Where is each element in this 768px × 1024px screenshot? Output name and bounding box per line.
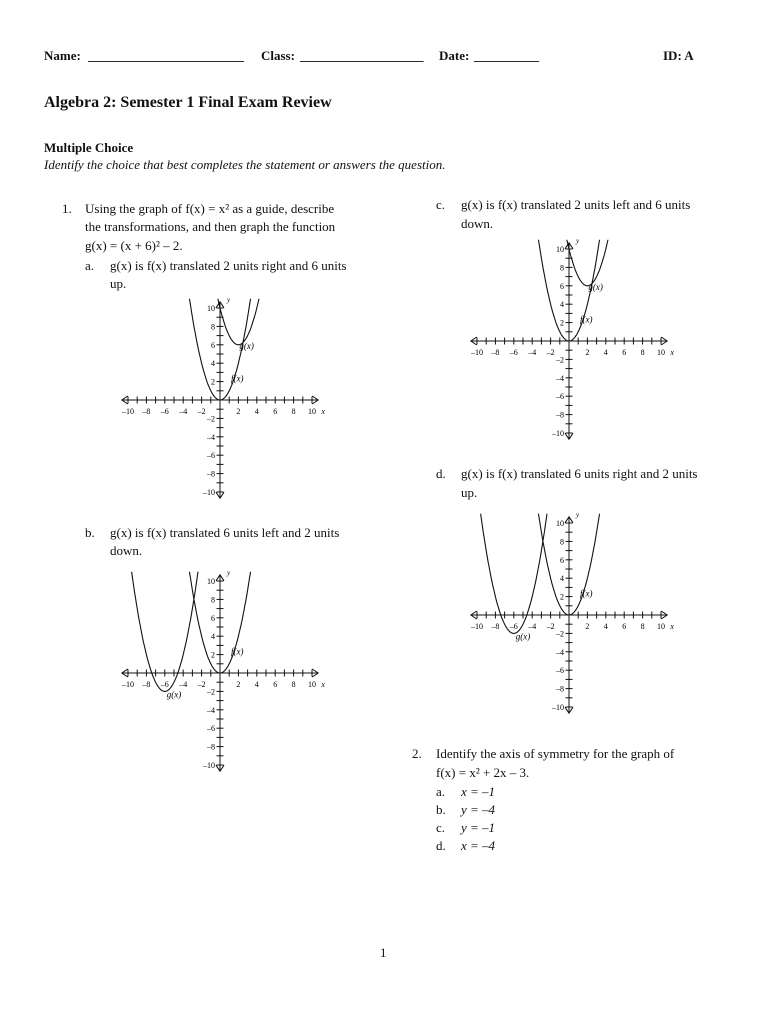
series-label: f(x)	[231, 373, 244, 384]
x-tick-label: 6	[622, 622, 627, 631]
q2-choice-c-text: y = –1	[461, 820, 496, 835]
x-tick-label: –10	[122, 680, 134, 689]
y-tick-label: –10	[203, 761, 215, 770]
x-tick-label: –6	[160, 407, 169, 416]
x-tick-label: 6	[273, 680, 278, 689]
choice-d-letter: d.	[436, 466, 446, 481]
y-tick-label: 8	[211, 595, 215, 605]
y-tick-label: –8	[556, 410, 564, 420]
y-tick-label: y	[576, 510, 580, 519]
choice-b-text: down.	[110, 543, 143, 558]
y-tick-label: 4	[211, 359, 215, 369]
question-2-number: 2.	[412, 746, 422, 761]
x-tick-label: 8	[291, 680, 296, 689]
id-label: ID: A	[663, 48, 694, 63]
x-tick-label: –6	[509, 348, 518, 357]
y-tick-label: 8	[560, 263, 564, 273]
section-instructions: Identify the choice that best completes the statement or answers the question.	[44, 157, 446, 172]
y-tick-label: –8	[207, 469, 215, 479]
series-label: g(x)	[515, 631, 531, 642]
x-tick-label: 2	[585, 622, 590, 631]
x-tick-label: –6	[160, 680, 169, 689]
y-tick-label: –2	[207, 687, 215, 697]
date-blank: __________	[474, 48, 539, 63]
series-label: f(x)	[580, 314, 593, 325]
y-tick-label: –6	[207, 724, 215, 734]
y-tick-label: 6	[211, 340, 215, 350]
question-1-stem-line: Using the graph of f(x) = x² as a guide, describe	[85, 201, 335, 216]
y-tick-label: –2	[207, 414, 215, 424]
choice-a-graph	[103, 288, 343, 514]
x-tick-label: –2	[197, 680, 206, 689]
y-tick-label: –2	[556, 629, 564, 639]
x-tick-label: –8	[142, 407, 151, 416]
page-number: 1	[380, 945, 387, 960]
choice-b-letter: b.	[85, 525, 95, 540]
y-tick-label: 4	[560, 574, 564, 584]
y-tick-label: –6	[556, 392, 564, 402]
x-tick-label: –8	[142, 680, 151, 689]
x-tick-label: x	[670, 348, 674, 357]
y-tick-label: 2	[560, 592, 564, 602]
choice-b-text: g(x) is f(x) translated 6 units left and 2 units	[110, 525, 340, 540]
x-tick-label: 8	[291, 407, 296, 416]
series-label: g(x)	[239, 340, 254, 351]
y-tick-label: 2	[211, 650, 215, 660]
x-tick-label: 6	[273, 407, 278, 416]
x-tick-label: 8	[640, 622, 645, 631]
question-2-stem-line: f(x) = x² + 2x – 3.	[436, 765, 530, 780]
x-tick-label: 4	[254, 407, 259, 416]
y-tick-label: 6	[560, 281, 564, 291]
series-label: f(x)	[580, 588, 593, 599]
x-tick-label: 6	[622, 348, 627, 357]
q2-choice-a-letter: a.	[436, 784, 446, 799]
y-tick-label: –8	[556, 684, 564, 694]
y-tick-label: 10	[207, 304, 215, 313]
question-1-stem-line: g(x) = (x + 6)² – 2.	[85, 238, 183, 253]
x-tick-label: 10	[657, 348, 665, 357]
choice-c-text: down.	[461, 216, 494, 231]
y-tick-label: –10	[552, 703, 564, 712]
x-tick-label: x	[321, 680, 325, 689]
x-tick-label: 10	[657, 622, 665, 631]
x-tick-label: 4	[603, 622, 608, 631]
y-tick-label: 8	[560, 537, 564, 547]
q2-choice-b-text: y = –4	[461, 802, 496, 817]
series-label: f(x)	[231, 646, 244, 657]
x-tick-label: 10	[308, 680, 316, 689]
y-tick-label: –4	[207, 705, 215, 715]
y-tick-label: 10	[207, 577, 215, 586]
series-label: g(x)	[166, 689, 182, 700]
y-tick-label: –4	[556, 373, 564, 383]
x-tick-label: –10	[471, 348, 483, 357]
q2-choice-b-letter: b.	[436, 802, 446, 817]
x-tick-label: 2	[236, 407, 241, 416]
y-tick-label: –10	[203, 488, 215, 497]
choice-a-text: g(x) is f(x) translated 2 units right and 6 units	[110, 258, 347, 273]
x-tick-label: –10	[471, 622, 483, 631]
x-tick-label: –2	[546, 622, 555, 631]
choice-d-text: g(x) is f(x) translated 6 units right and 2 units	[461, 466, 698, 481]
choice-d-graph	[452, 497, 692, 735]
class-label: Class:	[261, 48, 295, 63]
y-tick-label: 6	[560, 555, 564, 565]
x-tick-label: –4	[179, 680, 188, 689]
x-tick-label: 4	[254, 680, 259, 689]
x-tick-label: 8	[640, 348, 645, 357]
q2-choice-a-text: x = –1	[461, 784, 496, 799]
section-heading: Multiple Choice	[44, 140, 134, 155]
choice-b-graph	[103, 556, 343, 792]
y-tick-label: –4	[556, 647, 564, 657]
x-tick-label: –4	[179, 407, 188, 416]
y-tick-label: y	[227, 568, 231, 577]
page-title: Algebra 2: Semester 1 Final Exam Review	[44, 94, 332, 111]
question-1-number: 1.	[62, 201, 72, 216]
y-tick-label: 4	[560, 300, 564, 310]
q2-choice-d-text: x = –4	[461, 838, 496, 853]
y-tick-label: 10	[556, 245, 564, 254]
choice-a-text: up.	[110, 276, 127, 291]
name-blank: ________________________	[88, 48, 244, 63]
choice-d-text: up.	[461, 485, 478, 500]
y-tick-label: 4	[211, 632, 215, 642]
class-blank: ___________________	[300, 48, 424, 63]
x-tick-label: 2	[236, 680, 241, 689]
y-tick-label: –2	[556, 355, 564, 365]
y-tick-label: 8	[211, 322, 215, 332]
x-tick-label: –2	[546, 348, 555, 357]
y-tick-label: –8	[207, 742, 215, 752]
x-tick-label: –2	[197, 407, 206, 416]
x-tick-label: –8	[491, 622, 500, 631]
x-tick-label: x	[670, 622, 674, 631]
choice-c-text: g(x) is f(x) translated 2 units left and 6 units	[461, 197, 691, 212]
y-tick-label: 6	[211, 613, 215, 623]
y-tick-label: 2	[211, 377, 215, 387]
choice-a-letter: a.	[85, 258, 95, 273]
series-label: g(x)	[588, 281, 603, 292]
y-tick-label: y	[227, 295, 231, 304]
question-2-stem-line: Identify the axis of symmetry for the graph of	[436, 746, 675, 761]
q2-choice-c-letter: c.	[436, 820, 446, 835]
choice-c-letter: c.	[436, 197, 446, 212]
q2-choice-d-letter: d.	[436, 838, 446, 853]
question-1-stem-line: the transformations, and then graph the function	[85, 219, 336, 234]
y-tick-label: –6	[556, 666, 564, 676]
y-tick-label: –4	[207, 432, 215, 442]
x-tick-label: x	[321, 407, 325, 416]
x-tick-label: 10	[308, 407, 316, 416]
y-tick-label: y	[576, 236, 580, 245]
choice-c-graph	[452, 228, 692, 456]
date-label: Date:	[439, 48, 470, 63]
y-tick-label: 10	[556, 519, 564, 528]
y-tick-label: –10	[552, 429, 564, 438]
x-tick-label: –4	[528, 622, 537, 631]
y-tick-label: –6	[207, 451, 215, 461]
x-tick-label: –6	[509, 622, 518, 631]
x-tick-label: –10	[122, 407, 134, 416]
y-tick-label: 2	[560, 318, 564, 328]
x-tick-label: –8	[491, 348, 500, 357]
x-tick-label: 2	[585, 348, 590, 357]
x-tick-label: 4	[603, 348, 608, 357]
x-tick-label: –4	[528, 348, 537, 357]
name-label: Name:	[44, 48, 81, 63]
